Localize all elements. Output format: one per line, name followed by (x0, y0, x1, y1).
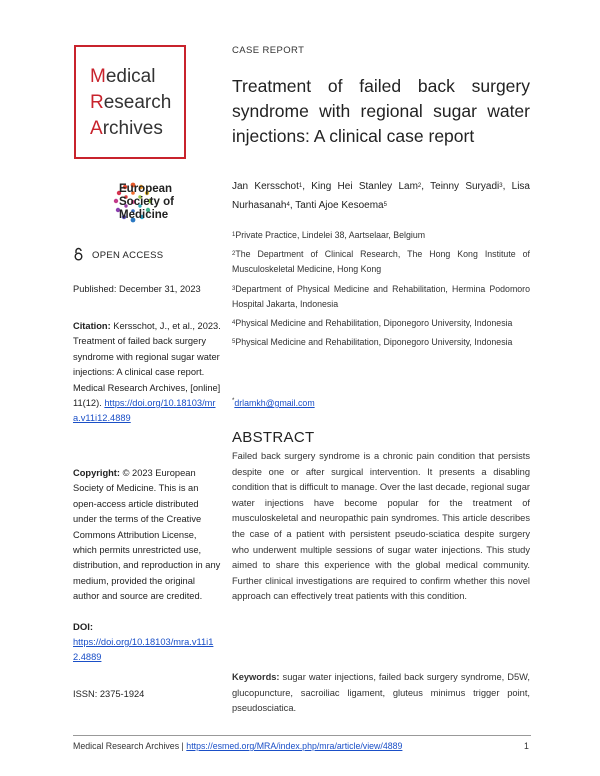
open-access-label: OPEN ACCESS (92, 250, 164, 261)
affiliations (232, 228, 530, 354)
author-name: King Hei Stanley Lam (311, 181, 418, 192)
page-number: 1 (524, 741, 529, 751)
society-logo-text: European Society of Medicine (119, 183, 174, 221)
footer-divider (73, 735, 531, 736)
published-date: Published: December 31, 2023 (73, 284, 201, 294)
email-asterisk: * (232, 398, 235, 404)
affiliation-item: $^3$Department of Physical Medicine and Rehabilitation, Hermina Podomoro Hospital Jakarta, Indonesia (232, 283, 530, 309)
journal-logo (74, 45, 186, 159)
doi-label: DOI: (73, 622, 94, 633)
copyright-text: © 2023 European Society of Medicine. This is an open-access article distributed under the terms of the Creative Commons Attribution License, which permits unrestricted use, distribution, and reproduction in any medium, provided the original author and source are credited. (73, 468, 221, 602)
citation (73, 319, 221, 427)
logo-line-research: Research (90, 92, 172, 113)
footer-journal: Medical Research Archives (73, 741, 180, 751)
author-name: Jan Kersschot (232, 181, 299, 192)
keywords (232, 670, 530, 717)
footer-url-link[interactable]: https://esmed.org/MRA/index.php/mra/article/view/4889 (186, 741, 403, 751)
author-name: Teinny Suryadi (430, 181, 500, 192)
citation-label: Citation: (73, 321, 111, 331)
issn: ISSN: 2375-1924 (73, 689, 145, 699)
copyright (73, 466, 221, 605)
author-name: Tanti Ajoe Kesoema (295, 200, 384, 211)
article-title: Treatment of failed back surgery syndrome with regional sugar water injections: A clinical case report (232, 76, 530, 146)
copyright-label: Copyright: (73, 468, 120, 478)
citation-text: Kersschot, J., et al., 2023. Treatment of failed back surgery syndrome with regional sugar water injections: A clinical case report. Medical Research Archives, [online] 11(12). (73, 321, 221, 409)
author-list: Jan Kersschot$^1$, King Hei Stanley Lam$^2$, Teinny Suryadi$^3$, Lisa Nurhasanah$^4$, Tanti Ajoe Kesoema$^5$ (232, 181, 530, 211)
email-link[interactable]: drlamkh@gmail.com (234, 398, 315, 408)
doi-link[interactable]: https://doi.org/10.18103/mra.v11i12.4889 (73, 637, 214, 663)
logo-line-archives: Archives (90, 118, 163, 139)
doi-section (73, 635, 221, 666)
affiliation-item: $^1$Private Practice, Lindelei 38, Aartselaar, Belgium (232, 230, 426, 240)
affiliation-item: $^2$The Department of Clinical Research, The Hong Kong Institute of Musculoskeletal Medicine, Hong Kong (232, 249, 530, 275)
article-type: CASE REPORT (232, 45, 305, 56)
open-access-icon (73, 247, 84, 261)
author-name: Lisa Nurhasanah (232, 181, 530, 211)
corresponding-email (232, 398, 315, 408)
abstract-heading: ABSTRACT (232, 429, 315, 446)
abstract-text: Failed back surgery syndrome is a chronic pain condition that persists despite one or after surgical intervention. It presents a disabling condition that is difficult to manage. Over the last decade, regional sugar water injections have become popular for the treatment of musculoskeletal and neuropathic pain syndromes. This article describes the case of a patient with persistent pseudo-sciatica despite surgery who underwent multiple sessions of sugar water injections. This study aimed to share this experience with the global medical community. Further clinical investigations are required to confirm whether this novel approach can effectively treat patients with this condition. (232, 451, 530, 602)
citation-link[interactable]: https://doi.org/10.18103/mra.v11i12.4889 (73, 398, 216, 424)
affiliation-item: $^4$Physical Medicine and Rehabilitation, Diponegoro University, Indonesia (232, 318, 513, 329)
affiliation-item: $^5$Physical Medicine and Rehabilitation, Diponegoro University, Indonesia (232, 337, 513, 348)
logo-line-medical: Medical (90, 66, 156, 87)
keywords-text: sugar water injections, failed back surgery syndrome, D5W, glucopuncture, sacroiliac ligament, gluteus minimus trigger point, pseudosciatica. (232, 672, 530, 714)
keywords-label: Keywords: (232, 672, 280, 682)
footer: Medical Research Archives | https://esmed.org/MRA/index.php/mra/article/view/4889 (73, 741, 403, 751)
